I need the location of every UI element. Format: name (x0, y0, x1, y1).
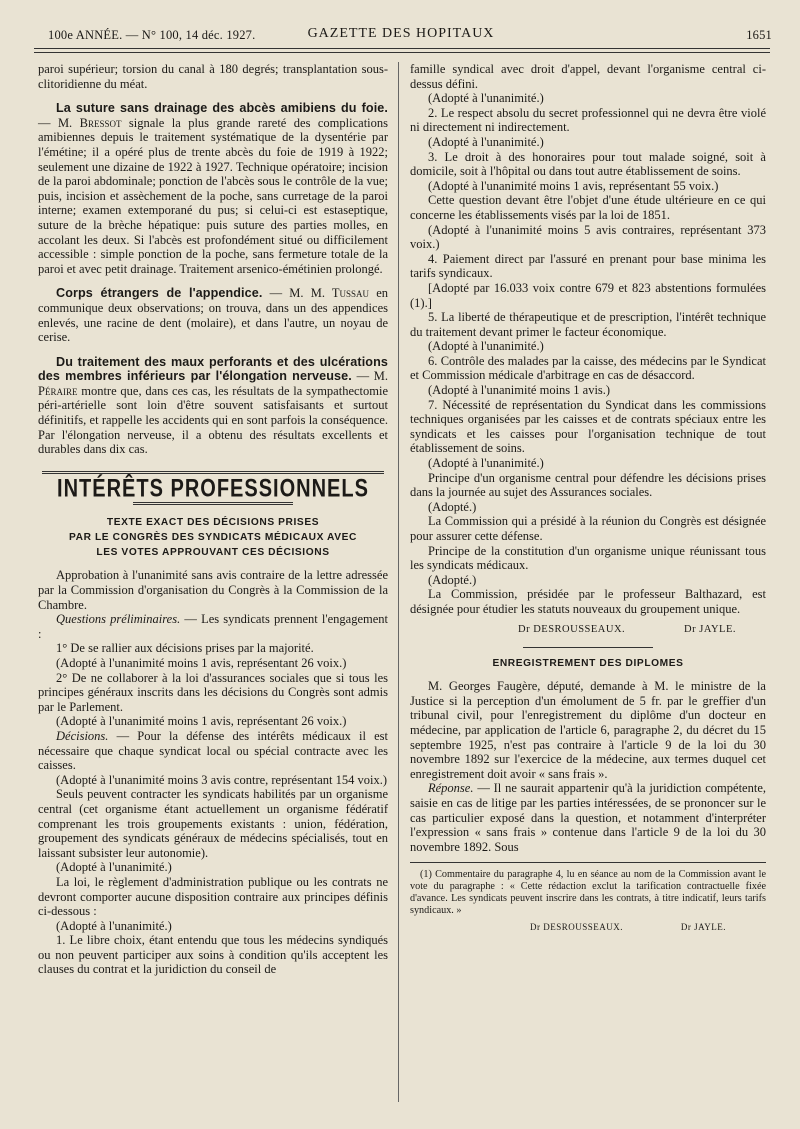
footnote-signature-desrousseaux: Dr DESROUSSEAUX. (530, 922, 624, 933)
page-number: 1651 (746, 28, 772, 42)
section-title: La suture sans drainage des abcès amibiens du foie. (56, 101, 388, 116)
section-bressot: La suture sans drainage des abcès amibiens du foie. — M. Bressot signale la plus grande rareté des complications amibiennes depuis le traitement systématique de la dysentérie par l'émétine; il a opéré plus de trente abcès du foie de 1919 à 1922; seulement une dizaine de 1922 à 1927. Technique opératoire; incision de la paroi abdominale; ponction de l'abcès sous le contrôle de la vue; puis, incision et assèchement de la poche, sans curretage de la paroi interne; examen extemporané du pus; si celui-ci est estaseptique, suture de la brèche hépatique: puis suture des parties molles, en accolant les deux. Si l'abcès est profondément situé ou difficilement accessible : simple ponction de la poche, sans fermeture totale de la paroi et avec petit drainage. Traitement arsenico-émétinien prolongé. (38, 101, 389, 276)
section-double-rule (42, 471, 384, 474)
paragraph: Approbation à l'unanimité sans avis contraire de la lettre adressée par la Commission d'organisation du Congrès à la Commission de la Chambre. (38, 568, 388, 612)
signatures (410, 623, 766, 638)
section-text: en communique deux observations; on trouva, dans un des appendices enlevés, une racine de dent (molaire), et dans l'autre, un noyau de cerise. (38, 286, 389, 345)
subtitle-3: LES VOTES APPROUVANT CES DÉCISIONS (96, 547, 330, 559)
section-peraire: Du traitement des maux perforants et des ulcérations des membres inférieurs par l'élongation nerveuse. — M. Péraire montre que, dans ces cas, les résultats de la sympathectomie péri-artérielle sont loin d'être souvent satisfaisants et surtout définitifs, et rappelle les accidents qui en sont parfois la conséquence. Par l'élongation nerveuse, il a obtenu des résultats excellents et durables dans dix cas. (38, 354, 389, 457)
label: Décisions. (56, 728, 109, 743)
label: Questions préliminaires. (56, 612, 181, 627)
paragraph: 2. Le respect absolu du secret professionnel qui ne devra être violé ni directement ni indirectement. (410, 105, 766, 135)
paragraph: La Commission, présidée par le professeur Balthazard, est désignée pour étudier les statuts nouveaux du groupement unique. (410, 587, 766, 616)
footnote-signatures (410, 921, 766, 933)
vote-result: (Adopté à l'unanimité moins 1 avis, représentant 26 voix.) (56, 656, 347, 670)
paragraph: Seuls peuvent contracter les syndicats habilités par un organisme central (cet organisme étant actuellement un organisme fédératif comprenant les trois groupements existants : union, fédération, groupement des syndicats généraux de médecins spécialisés, tout en laissant subsister leur autonomie). (38, 787, 388, 860)
vote-result: (Adopté à l'unanimité.) (56, 918, 172, 933)
column-divider (398, 62, 399, 1102)
author: M. Bressot (57, 115, 122, 130)
paragraph: paroi supérieur; torsion du canal à 180 degrés; transplantation sous-clitoridienne du méat. (38, 62, 388, 91)
section-title-enregistrement: ENREGISTREMENT DES DIPLOMES (492, 658, 684, 670)
author: M. Péraire (38, 369, 388, 398)
header-rule (34, 48, 770, 49)
paragraph: 4. Paiement direct par l'assuré en prenant pour base minima les tarifs syndicaux. (410, 251, 766, 281)
paragraph: Décisions. — Pour la défense des intérêts médicaux il est nécessaire que chaque syndicat local ou spécial contracte avec les caisses. (38, 728, 388, 773)
issue-line: 100e ANNÉE. — N° 100, 14 déc. 1927. (48, 28, 256, 42)
paragraph: Réponse. — Il ne saurait appartenir qu'à la juridiction compétente, saisie en cas de litige par les parties intéressées, de se prononcer sur le cas particulier exposé dans la question, et notamment d'interpréter l'expression « sans frais » contenue dans l'article 9 de la loi du 30 novembre 1892. Sous (410, 781, 766, 854)
section-title: Corps étrangers de l'appendice. (56, 286, 263, 301)
signature-jayle: Dr JAYLE. (684, 623, 736, 635)
section-tussau: Corps étrangers de l'appendice. — M. M. Tussau en communique deux observations; on trouva, dans un des appendices enlevés, une racine de dent (molaire), et dans l'autre, un noyau de cerise. (38, 286, 389, 345)
vote-result: (Adopté à l'unanimité moins 1 avis, représentant 55 voix.) (428, 178, 719, 193)
vote-result: (Adopté à l'unanimité.) (428, 91, 544, 106)
paragraph: La loi, le règlement d'administration publique ou les contrats ne devront comporter aucune disposition contraire aux principes définis ci-dessous : (38, 874, 388, 919)
paragraph: 1° De se rallier aux décisions prises par la majorité. (56, 641, 314, 656)
paragraph: famille syndical avec droit d'appel, devant l'organisme central ci-dessus défini. (410, 62, 766, 91)
paragraph: M. Georges Faugère, député, demande à M. le ministre de la Justice si la perception d'un émolument de 5 fr. par le greffier d'un tribunal civil, pour l'enregistrement du diplôme d'un docteur en médecine, par application de l'article 6, paragraphe 2, du décret du 15 septembre 1925, n'est pas contraire à l'article 9 de la loi du 30 novembre 1892 sur l'exercice de la médecine, aux termes duquel cet enregistrement doit avoir « sans frais ». (410, 679, 766, 781)
vote-result: (Adopté à l'unanimité.) (428, 339, 544, 354)
footnote (410, 869, 766, 933)
paragraph: 5. La liberté de thérapeutique et de prescription, l'intérêt technique du traitement devant primer le facteur économique. (410, 310, 766, 339)
paragraph: Principe d'un organisme central pour défendre les décisions prises dans la journée au sujet des Assurances sociales. (410, 470, 766, 500)
paragraph: 7. Nécessité de représentation du Syndicat dans les commissions techniques organisées par les caisses et de contrats spéciaux entre les syndicats et les caisses pour l'organisation technique de tout établissement de soins. (410, 397, 766, 456)
vote-result: [Adopté par 16.033 voix contre 679 et 823 abstentions formulées (1).] (410, 280, 766, 310)
vote-result: (Adopté à l'unanimité moins 1 avis.) (428, 383, 611, 398)
header-rule-2 (34, 52, 770, 53)
subtitle-2: PAR LE CONGRÈS DES SYNDICATS MÉDICAUX AVEC (68, 532, 358, 544)
big-section-title: INTÉRÊTS PROFESSIONNELS (57, 475, 369, 503)
running-header (30, 24, 772, 46)
journal-title: GAZETTE DES HOPITAUX (307, 26, 495, 41)
paragraph: 3. Le droit à des honoraires pour tout malade soigné, soit à domicile, soit à l'hôpital ou dans tout autre établissement de soins. (410, 149, 766, 179)
paragraph: Principe de la constitution d'un organisme unique réunissant tous les syndicats médicaux. (410, 543, 766, 573)
signature-desrousseaux: Dr DESROUSSEAUX. (518, 623, 626, 635)
footnote-text: (1) Commentaire du paragraphe 4, lu en séance au nom de la Commission avant le vote du paragraphe : « Cette rédaction exclut la tarification contractuelle fixée d'avance. Les syndicats peuvent inscrire dans les contrats, à titre indicatif, leurs tarifs syndicaux. » (410, 869, 766, 917)
right-column (410, 62, 766, 933)
footnote-signature-jayle: Dr JAYLE. (680, 922, 726, 933)
paragraph: 1. Le libre choix, étant entendu que tous les médecins syndiqués ou non peuvent participer aux soins à condition qu'ils acceptent les clauses du contrat et la juridiction du conseil de (38, 933, 388, 977)
vote-result: (Adopté à l'unanimité.) (56, 860, 172, 875)
author: M. M. Tussau (289, 286, 370, 301)
paragraph: Questions préliminaires. — Les syndicats prennent l'engagement : (38, 612, 389, 641)
vote-result: (Adopté à l'unanimité.) (428, 456, 544, 471)
paragraph: Cette question devant être l'objet d'une étude ultérieure en ce qui concerne les établissements visés par la loi de 1851. (410, 193, 766, 222)
vote-result: (Adopté à l'unanimité moins 1 avis, représentant 26 voix.) (56, 714, 347, 729)
paragraph: La Commission qui a présidé à la réunion du Congrès est désignée pour assurer cette défense. (410, 514, 766, 543)
vote-result: (Adopté.) (428, 499, 477, 514)
vote-result: (Adopté.) (428, 572, 477, 587)
section-text: signale la plus grande rareté des complications amibiennes depuis le traitement systématique de la dysentérie par l'émétine; il a opéré plus de trente abcès du foie de 1919 à 1922; seulement une dizaine de 1922 à 1927. Technique opératoire; incision de la paroi abdominale; ponction de l'abcès sous le contrôle de la vue; puis, incision et assèchement de la poche, sans curretage de la paroi interne; examen extemporané du pus; si celui-ci est estaseptique, suture de la brèche hépatique: puis suture des parties molles, en accolant les deux. Si l'abcès est profondément situé ou difficilement accessible : simple ponction de la poche, sans fermeture totale de la paroi et avec petit drainage. Traitement arsenico-émétinien prolongé. (38, 115, 389, 276)
left-column (38, 62, 388, 977)
vote-result: (Adopté à l'unanimité moins 5 avis contraires, représentant 373 voix.) (410, 222, 766, 252)
vote-result: (Adopté à l'unanimité.) (428, 134, 544, 149)
paragraph: 2° De ne collaborer à la loi d'assurances sociales que si tous les principes généraux inscrits dans les décisions du Congrès sont admis par le Parlement. (38, 670, 388, 714)
label: Réponse. (428, 781, 474, 796)
section-title: Du traitement des maux perforants et des ulcérations des membres inférieurs par l'élongation nerveuse. (38, 354, 388, 384)
vote-result: (Adopté à l'unanimité moins 3 avis contre, représentant 154 voix.) (56, 772, 387, 787)
paragraph: 6. Contrôle des malades par la caisse, des médecins par le Syndicat et Commission médicale d'arbitrage en cas de désaccord. (410, 353, 766, 383)
section-text: montre que, dans ces cas, les résultats de la sympathectomie péri-artérielle sont loin d'être souvent satisfaisants et surtout définitifs, et rappelle les accidents qui en sont parfois la conséquence. Par l'élongation nerveuse, il a obtenu des résultats excellents et durables dans dix cas. (38, 383, 389, 457)
subtitle-1: TEXTE EXACT DES DÉCISIONS PRISES (106, 517, 320, 529)
